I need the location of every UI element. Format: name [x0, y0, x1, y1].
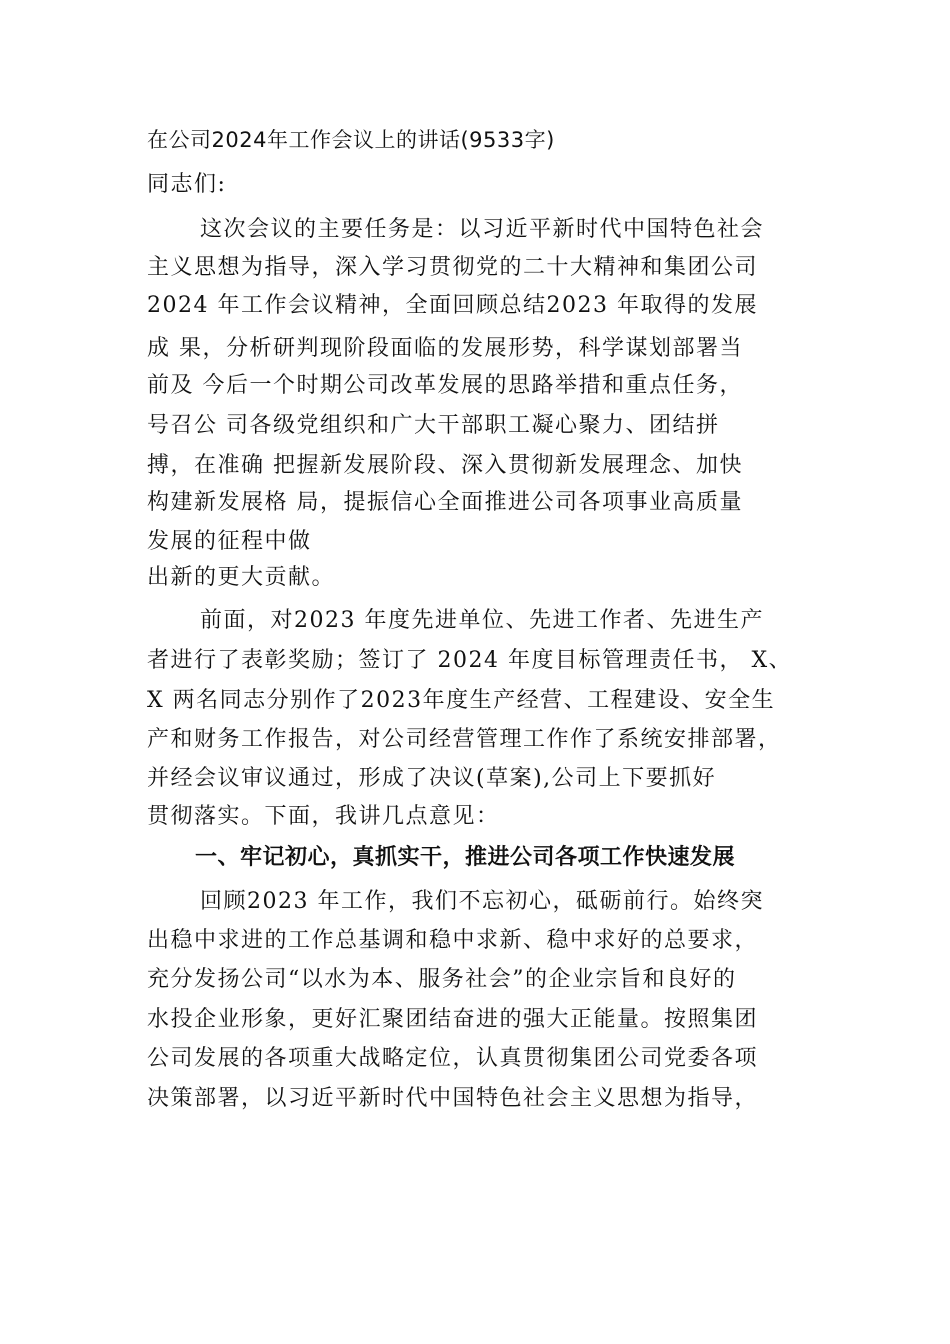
paragraph-line: 产和财务工作报告，对公司经营管理工作作了系统安排部署， — [147, 727, 782, 752]
paragraph-line: 出稳中求进的工作总基调和稳中求新、稳中求好的总要求， — [147, 928, 759, 953]
paragraph-line: 发展的征程中做 — [147, 529, 312, 554]
paragraph-line: 2024 年工作会议精神，全面回顾总结2023 年取得的发展 — [147, 293, 758, 318]
paragraph-line: 并经会议审议通过，形成了决议(草案),公司上下要抓好 — [147, 766, 717, 791]
paragraph-line: 充分发扬公司“以水为本、服务社会”的企业宗旨和良好的 — [147, 967, 737, 992]
paragraph-line: 这次会议的主要任务是：以习近平新时代中国特色社会 — [200, 217, 765, 242]
paragraph-line: 水投企业形象，更好汇聚团结奋进的强大正能量。按照集团 — [147, 1007, 759, 1032]
salutation: 同志们: — [147, 172, 227, 197]
paragraph-line: 者进行了表彰奖励；签订了 2024 年度目标管理责任书， X、 — [147, 648, 793, 673]
paragraph-line: 出新的更大贡献。 — [147, 565, 336, 590]
paragraph-line: 主义思想为指导，深入学习贯彻党的二十大精神和集团公司 — [147, 255, 759, 280]
paragraph-line: X 两名同志分别作了2023年度生产经营、工程建设、安全生 — [147, 688, 776, 713]
paragraph-line: 决策部署，以习近平新时代中国特色社会主义思想为指导， — [147, 1086, 759, 1111]
paragraph-line: 成 果，分析研判现阶段面临的发展形势，科学谋划部署当 — [147, 336, 743, 361]
paragraph-line: 回顾2023 年工作，我们不忘初心，砥砺前行。始终突 — [200, 889, 764, 914]
paragraph-line: 前及 今后一个时期公司改革发展的思路举措和重点任务， — [147, 373, 743, 398]
paragraph-line: 前面，对2023 年度先进单位、先进工作者、先进生产 — [200, 608, 764, 633]
section-heading: 一、牢记初心，真抓实干，推进公司各项工作快速发展 — [195, 845, 736, 870]
paragraph-line: 号召公 司各级党组织和广大干部职工凝心聚力、团结拼 — [147, 413, 720, 438]
document-title: 在公司2024年工作会议上的讲话(9533字) — [147, 128, 555, 152]
paragraph-line: 公司发展的各项重大战略定位，认真贯彻集团公司党委各项 — [147, 1046, 759, 1071]
paragraph-line: 贯彻落实。下面，我讲几点意见： — [147, 804, 500, 829]
paragraph-line: 搏，在准确 把握新发展阶段、深入贯彻新发展理念、加快 — [147, 453, 743, 478]
paragraph-line: 构建新发展格 局，提振信心全面推进公司各项事业高质量 — [147, 490, 743, 515]
